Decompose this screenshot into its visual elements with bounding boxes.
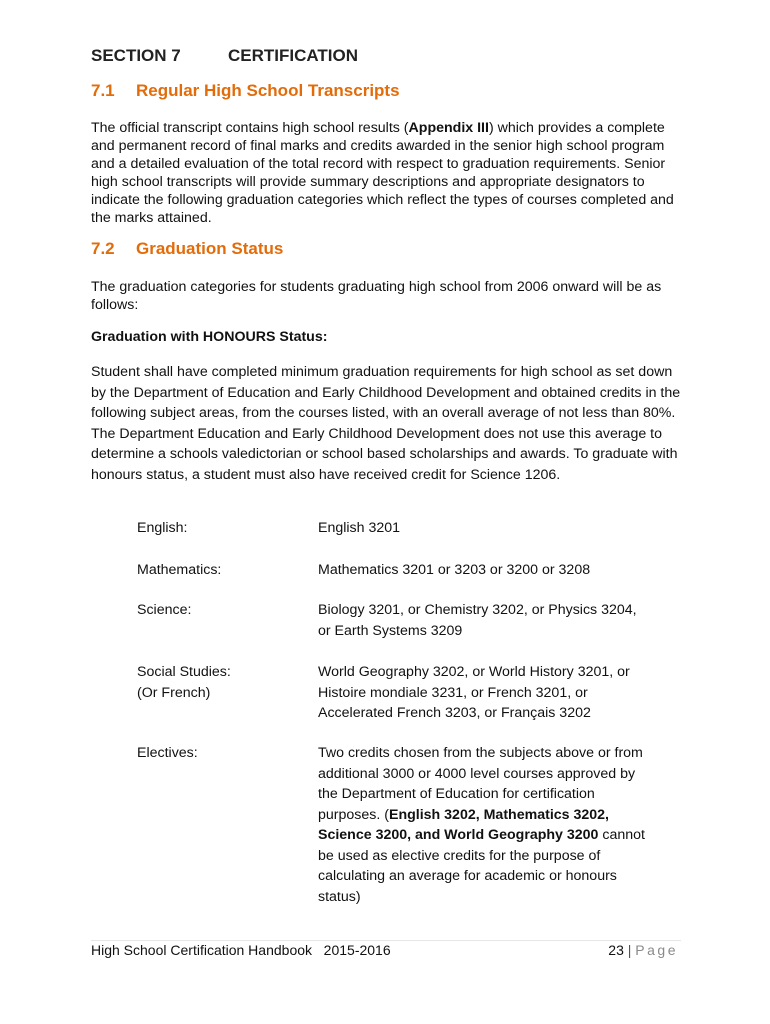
social-line-3: Accelerated French 3203, or Français 3202 — [318, 705, 591, 721]
graduation-intro: The graduation categories for students graduating high school from 2006 onward will be as follows: — [91, 279, 662, 313]
footer-divider — [91, 940, 681, 941]
electives-text-start: Two credits chosen from the subjects above or from additional 3000 or 4000 level courses approved by the Department of Education for certification purposes. ( — [318, 745, 643, 823]
page-separator: | — [627, 942, 632, 958]
page-word: Page — [635, 942, 678, 958]
electives-text-end: cannot be used as elective credits for the purpose of calculating an average for academic or honours status) — [318, 827, 645, 905]
subject-value-mathematics: Mathematics 3201 or 3203 or 3200 or 3208 — [318, 562, 591, 578]
subject-value-english: English 3201 — [318, 520, 401, 536]
appendix-reference: Appendix III — [408, 120, 489, 136]
social-line-2: Histoire mondiale 3231, or French 3201, or — [318, 684, 588, 701]
subject-value-electives — [318, 743, 653, 907]
subject-label-science: Science: — [137, 602, 192, 618]
section-number: SECTION 7 — [91, 46, 181, 65]
transcript-text-start: The official transcript contains high school results ( — [91, 120, 409, 136]
subject-label-english: English: — [137, 520, 188, 536]
social-line-1: World Geography 3202, or World History 3201, or — [318, 664, 630, 680]
transcript-paragraph — [91, 119, 681, 227]
subject-value-social-studies — [318, 662, 678, 724]
honours-paragraph: Student shall have completed minimum graduation requirements for high school as set down by the Department of Education and Early Childhood Development and obtained credits in the following subject areas, from the courses listed, with an overall average of not less than 80%. The Department Education and Early Childhood Development does not use this average to determine a schools valedictorian or school based scholarships and awards. To graduate with honours status, a student must also have received credit for Science 1206. — [91, 364, 681, 483]
page-number: 23 — [608, 942, 624, 958]
footer-page-number — [608, 942, 678, 958]
subject-label-social-studies — [137, 662, 231, 703]
heading-7-2 — [91, 239, 283, 259]
section-heading — [91, 46, 358, 66]
subject-label-mathematics: Mathematics: — [137, 562, 222, 578]
electives-excluded-courses: English 3202, Mathematics 3202, Science 3200, and World Geography 3200 — [318, 806, 609, 843]
section-title: CERTIFICATION — [228, 46, 359, 65]
heading-7-1-number: 7.1 — [91, 81, 115, 100]
heading-7-2-title: Graduation Status — [136, 239, 284, 258]
honours-heading: Graduation with HONOURS Status: — [91, 329, 328, 345]
heading-7-1 — [91, 81, 400, 101]
social-label-line-1: Social Studies: — [137, 664, 231, 680]
subject-value-science — [318, 600, 678, 641]
science-line-1: Biology 3201, or Chemistry 3202, or Physics 3204, — [318, 602, 637, 618]
footer-handbook-title: High School Certification Handbook 2015-2016 — [91, 942, 391, 958]
subject-label-electives: Electives: — [137, 745, 198, 761]
transcript-text-end: ) which provides a complete and permanent record of final marks and credits awarded in the senior high school program and a detailed evaluation of the total record with respect to graduation requirements. Senior high school transcripts will provide summary descriptions and appropriate designators to indicate the following graduation categories which reflect the types of courses completed and the marks attained. — [91, 120, 674, 226]
science-line-2: or Earth Systems 3209 — [318, 622, 463, 639]
heading-7-2-number: 7.2 — [91, 239, 115, 258]
heading-7-1-title: Regular High School Transcripts — [136, 81, 400, 100]
social-label-line-2: (Or French) — [137, 684, 211, 701]
